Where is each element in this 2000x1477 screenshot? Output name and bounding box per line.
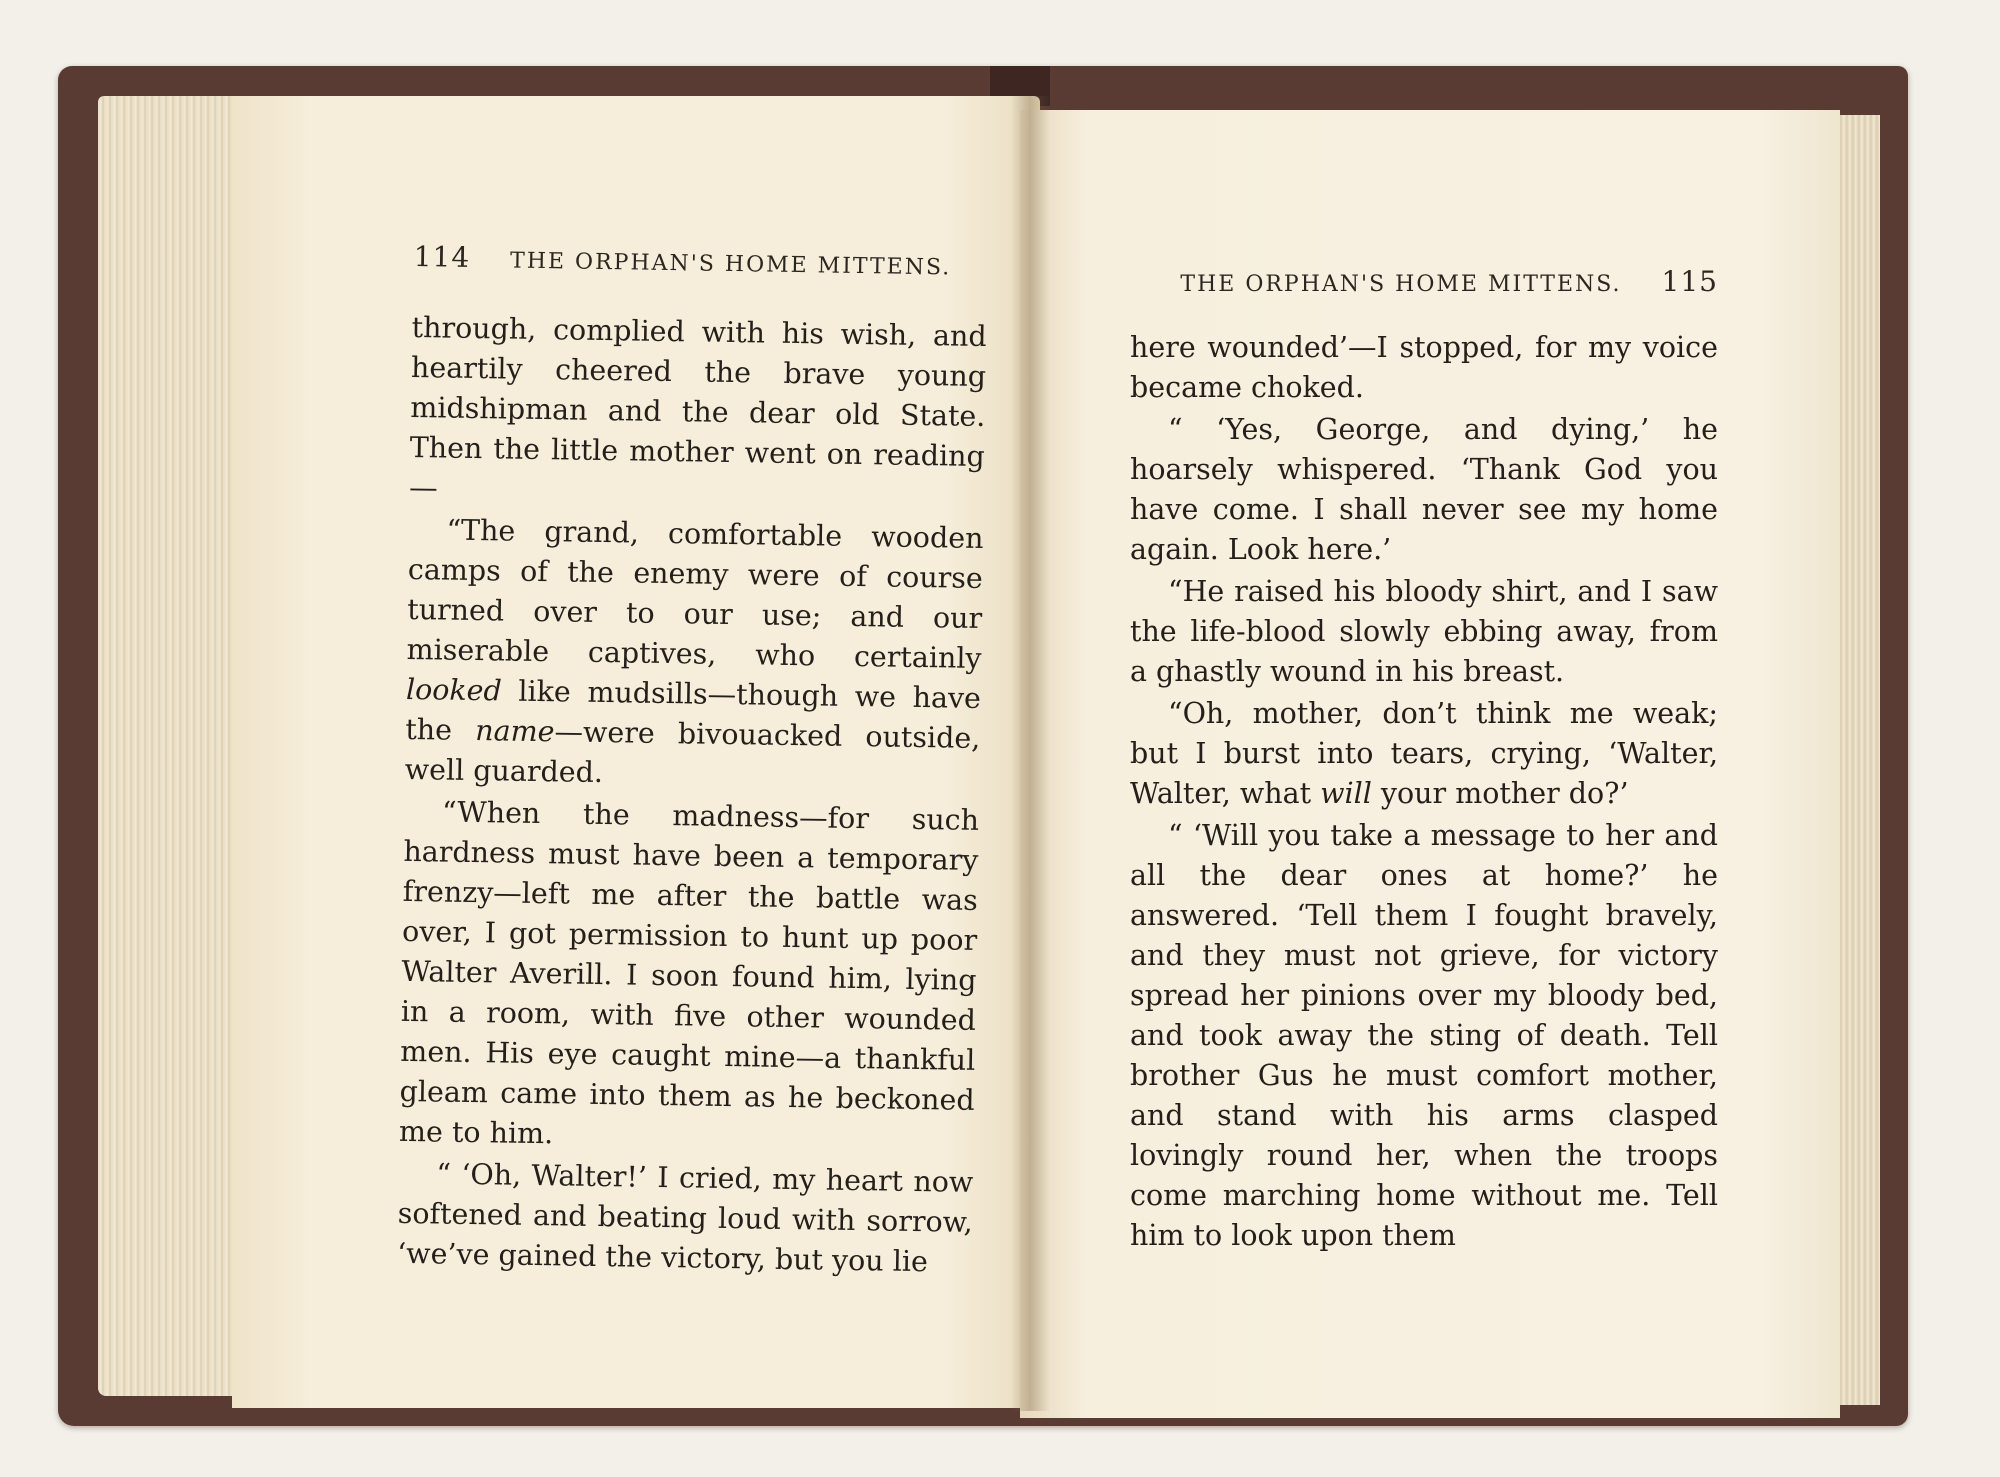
left-page [232, 96, 1040, 1408]
paragraph: “The grand, comfortable wooden camps of the enemy were of course turned over to our use; and our miserable captives, who certainly looked like mudsills—though we have the name—were bivouacked outside, well guarded. [404, 513, 984, 790]
right-running-title: THE ORPHAN'S HOME MITTENS. [1180, 272, 1622, 297]
right-page [1020, 110, 1840, 1418]
right-body-text [1130, 328, 1718, 1256]
paragraph: “When the madness—for such hardness must have been a temporary frenzy—left me after the battle was over, I got permission to hunt up poor Walter Averill. I soon found him, lying in a room, with five other wounded men. His eye caught mine—a thankful gleam came into them as he beckoned me to him. [398, 795, 980, 1151]
paragraph: “ ‘Oh, Walter!’ I cried, my heart now softened and beating loud with sorrow, ‘we’ve gained the victory, but you lie [396, 1157, 974, 1279]
left-body-text [397, 308, 987, 1283]
paragraph: here wounded’—I stopped, for my voice became choked. [1130, 331, 1718, 404]
right-running-head [1180, 265, 1718, 298]
paragraph: “ ‘Will you take a message to her and all the dear ones at home?’ he answered. ‘Tell them I fought bravely, and they must not grieve, for victory spread her pinions over my bloody bed, and took away the sting of death. Tell brother Gus he must comfort mother, and stand with his arms clasped lovingly round her, when the troops come marching home without me. Tell him to look upon them [1130, 819, 1718, 1252]
paragraph: “ ‘Yes, George, and dying,’ he hoarsely whispered. ‘Thank God you have come. I shall never see my home again. Look here.’ [1130, 413, 1718, 566]
paragraph: “Oh, mother, don’t think me weak; but I burst into tears, crying, ‘Walter, Walter, what will your mother do?’ [1130, 697, 1718, 810]
left-running-title: THE ORPHAN'S HOME MITTENS. [509, 248, 952, 281]
left-page-number: 114 [413, 240, 471, 274]
book-gutter [1010, 96, 1050, 1411]
paragraph: “He raised his bloody shirt, and I saw the life-blood slowly ebbing away, from a ghastly wound in his breast. [1130, 575, 1718, 688]
right-page-number: 115 [1661, 265, 1718, 298]
left-running-head [413, 240, 952, 281]
paragraph: through, complied with his wish, and heartily cheered the brave young midshipman and the dear old State. Then the little mother went on reading— [408, 310, 987, 505]
